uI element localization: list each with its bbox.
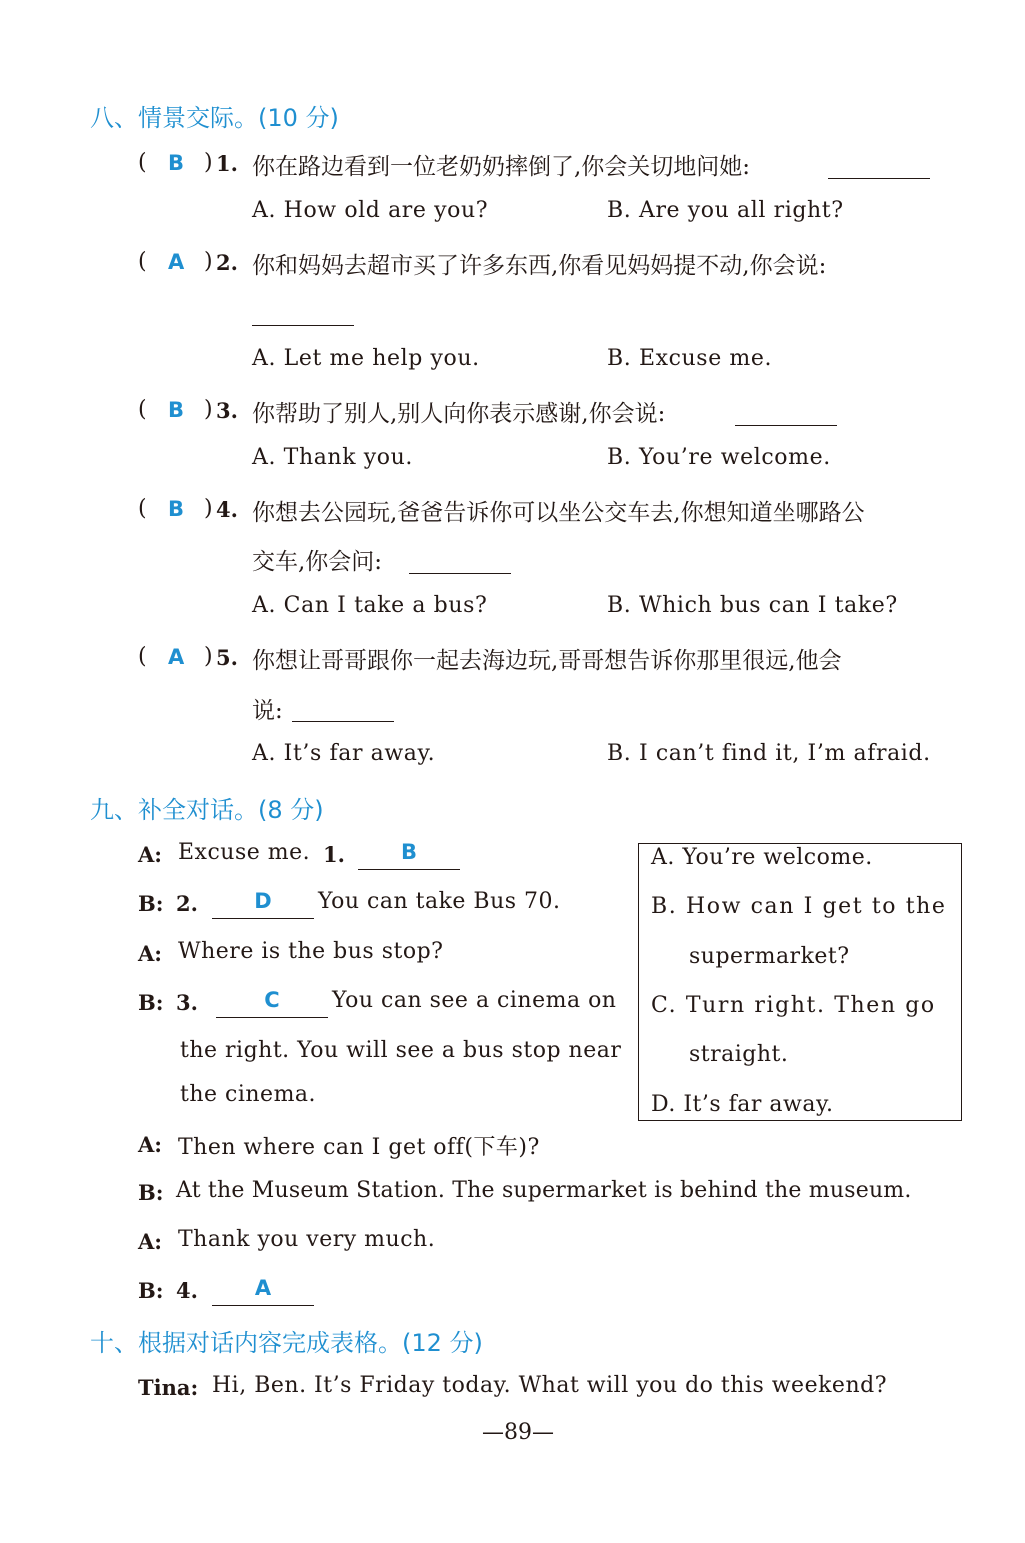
option-a: A. Can I take a bus?: [252, 593, 488, 618]
paren-open: (: [138, 249, 147, 274]
dialogue-text: At the Museum Station. The supermarket is behind the museum.: [176, 1178, 912, 1203]
option-a: A. Thank you.: [252, 445, 413, 470]
answer-blank: [735, 425, 837, 426]
dialogue-text: Where is the bus stop?: [178, 939, 444, 964]
paren-close: ): [204, 249, 213, 274]
speaker: B:: [138, 1180, 164, 1205]
dialogue-text-line-3: the cinema.: [180, 1082, 317, 1107]
question-text: 你和妈妈去超市买了许多东西,你看见妈妈提不动,你会说:: [252, 253, 827, 279]
option-b: B. You’re welcome.: [607, 445, 831, 470]
option-b: B. Which bus can I take?: [607, 593, 898, 618]
answer-blank: [212, 918, 314, 919]
speaker: B:: [138, 990, 164, 1015]
page-number: —89—: [482, 1420, 554, 1445]
option-c-line-2: straight.: [689, 1042, 789, 1067]
blank-number: 2.: [176, 891, 198, 916]
option-b: B. Are you all right?: [607, 198, 844, 223]
paren-open: (: [138, 496, 147, 521]
option-d: D. It’s far away.: [651, 1092, 834, 1117]
dialogue-text: Excuse me.: [178, 840, 311, 865]
dialogue-text: You can take Bus 70.: [318, 889, 561, 914]
answer-1: B: [400, 840, 417, 864]
answer-blank: [828, 178, 930, 179]
option-a: A. You’re welcome.: [651, 845, 873, 870]
question-number: 4.: [216, 497, 238, 522]
paren-open: (: [138, 150, 147, 175]
answer-5: A: [168, 645, 185, 669]
question-text-line-2: 交车,你会问:: [252, 549, 383, 575]
question-number: 1.: [216, 151, 238, 176]
dialogue-text: Thank you very much.: [178, 1227, 436, 1252]
answer-2: D: [254, 889, 272, 913]
answer-4: B: [168, 497, 185, 521]
speaker: A:: [138, 941, 163, 966]
dialogue-text: You can see a cinema on: [332, 988, 617, 1013]
blank-number: 4.: [176, 1278, 198, 1303]
answer-blank: [252, 325, 354, 326]
paren-close: ): [204, 644, 213, 669]
question-text: 你想让哥哥跟你一起去海边玩,哥哥想告诉你那里很远,他会: [252, 648, 842, 674]
dialogue-text: Then where can I get off(下车)?: [178, 1135, 540, 1160]
speaker: B:: [138, 891, 164, 916]
question-text: 你帮助了别人,别人向你表示感谢,你会说:: [252, 401, 666, 427]
answer-blank: [292, 721, 394, 722]
section-9-heading: 九、补全对话。(8 分): [90, 796, 324, 824]
speaker: A:: [138, 1229, 163, 1254]
option-c: C. Turn right. Then go: [651, 993, 936, 1018]
option-b-line-2: supermarket?: [689, 944, 850, 969]
answer-blank: [216, 1017, 328, 1018]
speaker: B:: [138, 1278, 164, 1303]
answer-blank: [409, 573, 511, 574]
paren-open: (: [138, 397, 147, 422]
question-text: 你在路边看到一位老奶奶摔倒了,你会关切地问她:: [252, 154, 751, 180]
option-b: B. Excuse me.: [607, 346, 773, 371]
section-8-heading: 八、情景交际。(10 分): [90, 104, 339, 132]
paren-close: ): [204, 397, 213, 422]
dialogue-text-line-2: the right. You will see a bus stop near: [180, 1038, 622, 1063]
question-text: 你想去公园玩,爸爸告诉你可以坐公交车去,你想知道坐哪路公: [252, 500, 865, 526]
options-box: [638, 843, 962, 1121]
speaker: A:: [138, 1132, 163, 1157]
section-10-heading: 十、根据对话内容完成表格。(12 分): [90, 1329, 483, 1357]
blank-number: 3.: [176, 990, 198, 1015]
answer-3: C: [264, 988, 280, 1012]
answer-2: A: [168, 250, 185, 274]
question-number: 5.: [216, 645, 238, 670]
question-text-line-2: 说:: [252, 698, 283, 724]
answer-3: B: [168, 398, 185, 422]
speaker: Tina:: [138, 1375, 199, 1400]
answer-4: A: [254, 1276, 272, 1300]
question-number: 2.: [216, 250, 238, 275]
option-b: B. How can I get to the: [651, 894, 947, 919]
option-a: A. Let me help you.: [252, 346, 480, 371]
answer-1: B: [168, 151, 185, 175]
option-b: B. I can’t find it, I’m afraid.: [607, 741, 931, 766]
paren-close: ): [204, 150, 213, 175]
paren-open: (: [138, 644, 147, 669]
blank-number: 1.: [323, 842, 345, 867]
speaker: A:: [138, 842, 163, 867]
answer-blank: [212, 1305, 314, 1306]
question-number: 3.: [216, 398, 238, 423]
dialogue-text: Hi, Ben. It’s Friday today. What will you do this weekend?: [212, 1373, 887, 1398]
paren-close: ): [204, 496, 213, 521]
option-a: A. How old are you?: [252, 198, 489, 223]
answer-blank: [358, 869, 460, 870]
option-a: A. It’s far away.: [252, 741, 436, 766]
